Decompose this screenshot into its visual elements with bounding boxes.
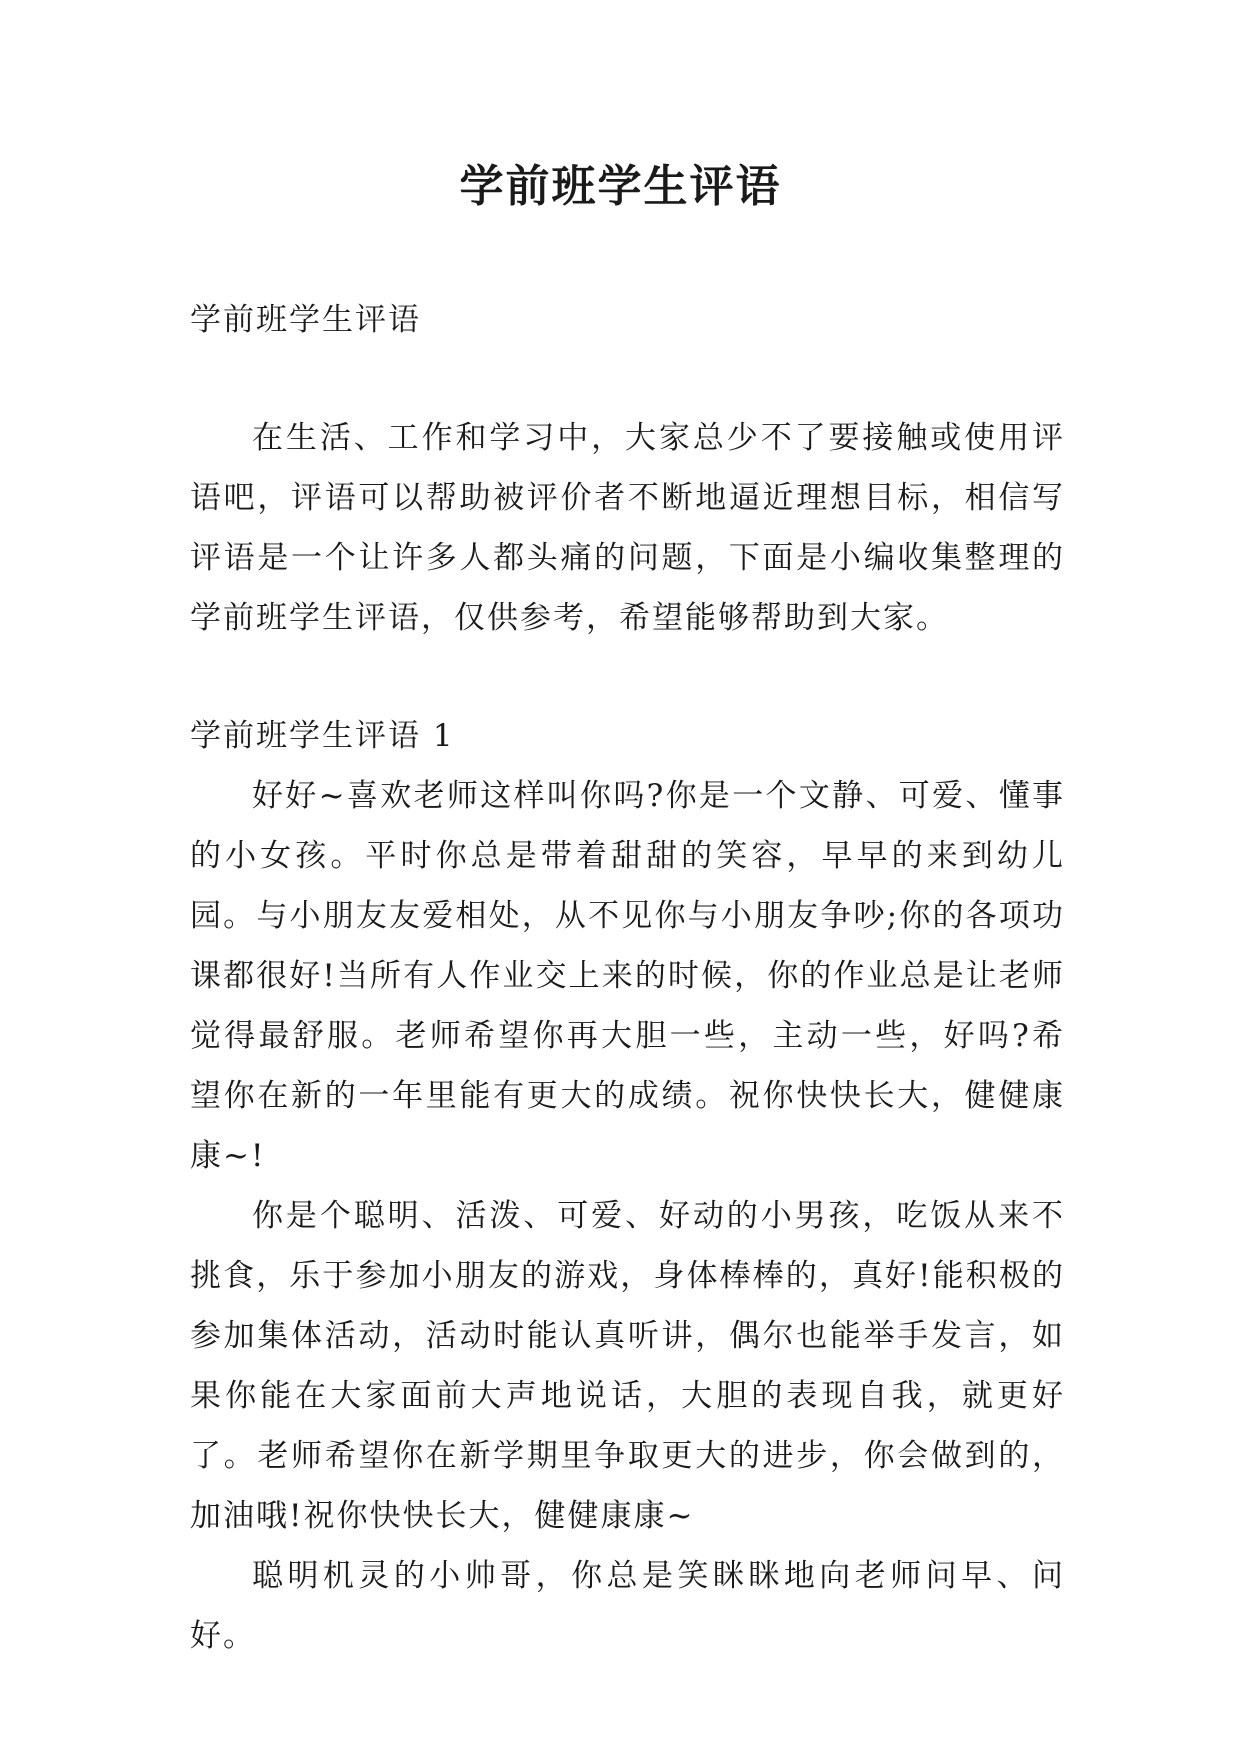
comment-paragraph-1: 好好~喜欢老师这样叫你吗?你是一个文静、可爱、懂事的小女孩。平时你总是带着甜甜的笑容，早早的来到幼儿园。与小朋友友爱相处，从不见你与小朋友争吵;你的各项功课都很好!当所有人作业交上来的时候，你的作业总是让老师觉得最舒服。老师希望你再大胆一些，主动一些，好吗?希望你在新的一年里能有更大的成绩。祝你快快长大，健健康康~! xyxy=(190,778,1065,1174)
document-title: 学前班学生评语 xyxy=(459,161,782,212)
section-heading: 学前班学生评语 1 xyxy=(190,718,455,754)
intro-paragraph: 在生活、工作和学习中，大家总少不了要接触或使用评语吧，评语可以帮助被评价者不断地逼近理想目标，相信写评语是一个让许多人都头痛的问题，下面是小编收集整理的学前班学生评语，仅供参考，希望能够帮助到大家。 xyxy=(190,420,1065,636)
document-subtitle: 学前班学生评语 xyxy=(190,302,421,338)
document-body xyxy=(190,290,1065,1666)
comment-paragraph-3: 聪明机灵的小帅哥，你总是笑眯眯地向老师问早、问好。 xyxy=(190,1558,1065,1654)
comment-paragraph-2: 你是个聪明、活泼、可爱、好动的小男孩，吃饭从来不挑食，乐于参加小朋友的游戏，身体棒棒的，真好!能积极的参加集体活动，活动时能认真听讲，偶尔也能举手发言，如果你能在大家面前大声地说话，大胆的表现自我，就更好了。老师希望你在新学期里争取更大的进步，你会做到的，加油哦!祝你快快长大，健健康康~ xyxy=(190,1198,1065,1534)
